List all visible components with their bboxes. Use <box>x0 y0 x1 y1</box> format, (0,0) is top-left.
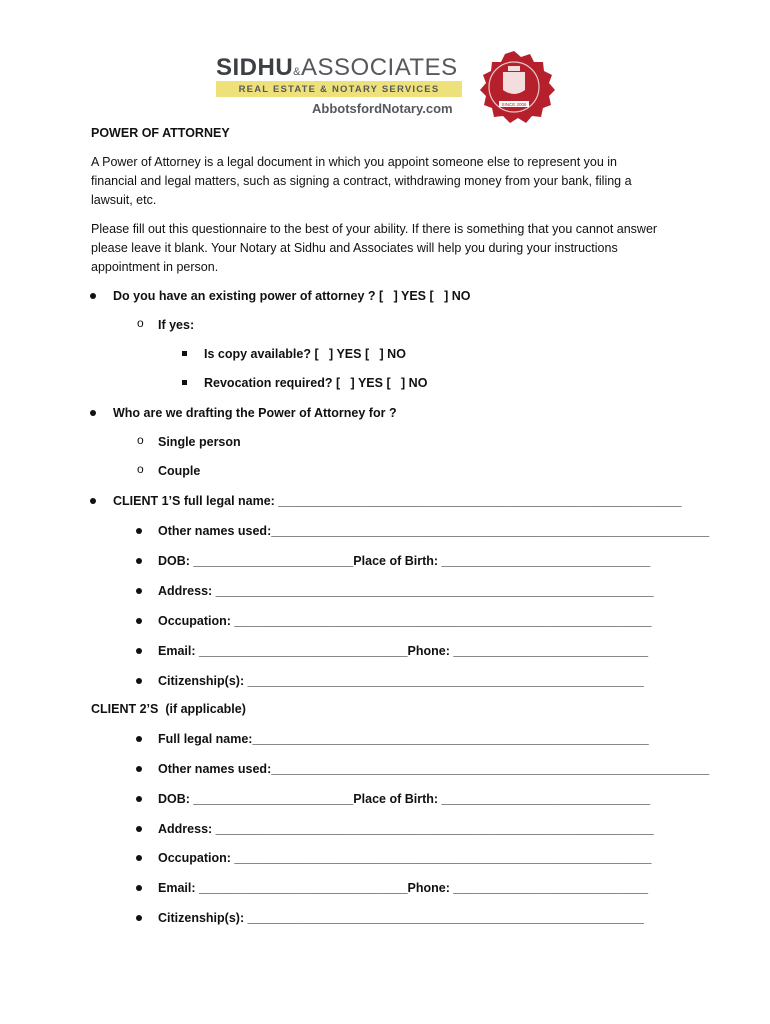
intro-line-1: A Power of Attorney is a legal document in which you appoint someone else to represent you in <box>91 155 618 169</box>
client2-full-name-field[interactable]: Full legal name:_________________________________________________________ <box>158 732 649 746</box>
bullet-icon <box>136 528 142 534</box>
bullet-icon <box>136 736 142 742</box>
client2-dob-field[interactable]: DOB: _______________________Place of Birth: ______________________________ <box>158 792 651 806</box>
bullet-icon <box>136 885 142 891</box>
bullet-icon <box>136 826 142 832</box>
bullet-icon <box>136 588 142 594</box>
logo-wordmark <box>216 54 458 82</box>
option-couple[interactable]: Couple <box>158 464 201 478</box>
bullet-square-icon <box>182 351 187 356</box>
bullet-icon <box>136 558 142 564</box>
client1-occupation-field[interactable]: Occupation: ____________________________________________________________ <box>158 614 652 628</box>
question-revocation[interactable]: Revocation required? [ ] YES [ ] NO <box>204 376 428 390</box>
bullet-circle-icon: o <box>137 462 144 476</box>
client1-address-field[interactable]: Address: _______________________________________________________________ <box>158 584 654 598</box>
client2-occupation-field[interactable]: Occupation: ____________________________________________________________ <box>158 851 652 865</box>
client1-email-phone-field[interactable]: Email: ______________________________Phone: ____________________________ <box>158 644 649 658</box>
bullet-icon <box>90 410 96 416</box>
if-yes-label: If yes: <box>158 318 195 332</box>
question-copy-available[interactable]: Is copy available? [ ] YES [ ] NO <box>204 347 406 361</box>
logo-name-bold: SIDHU <box>216 54 294 81</box>
question-drafting-for: Who are we drafting the Power of Attorney for ? <box>113 406 397 420</box>
client2-other-names-field[interactable]: Other names used:_______________________________________________________________ <box>158 762 710 776</box>
option-single-person[interactable]: Single person <box>158 435 241 449</box>
bullet-circle-icon: o <box>137 433 144 447</box>
client2-heading: CLIENT 2’S (if applicable) <box>91 702 246 716</box>
client1-other-names-field[interactable]: Other names used:_______________________________________________________________ <box>158 524 710 538</box>
seal-banner: SINCE 2006 <box>501 102 527 107</box>
instructions-line-2: please leave it blank. Your Notary at Sidhu and Associates will help you during your instructions <box>91 241 618 255</box>
bullet-icon <box>136 648 142 654</box>
bullet-icon <box>136 678 142 684</box>
logo-tagline: REAL ESTATE & NOTARY SERVICES <box>216 81 462 97</box>
seal-icon <box>472 50 556 124</box>
logo-name-rest: ASSOCIATES <box>301 54 458 81</box>
bullet-icon <box>136 855 142 861</box>
bullet-icon <box>136 915 142 921</box>
page-title: POWER OF ATTORNEY <box>91 126 230 140</box>
instructions-line-3: appointment in person. <box>91 260 219 274</box>
bullet-icon <box>136 618 142 624</box>
logo <box>212 50 567 124</box>
bullet-circle-icon: o <box>137 316 144 330</box>
bullet-icon <box>90 293 96 299</box>
client2-address-field[interactable]: Address: _______________________________________________________________ <box>158 822 654 836</box>
intro-line-2: financial and legal matters, such as signing a contract, withdrawing money from your bank, filing a <box>91 174 632 188</box>
client2-email-phone-field[interactable]: Email: ______________________________Phone: ____________________________ <box>158 881 649 895</box>
logo-amp: & <box>293 66 302 78</box>
client2-citizenship-field[interactable]: Citizenship(s): _________________________________________________________ <box>158 911 644 925</box>
bullet-icon <box>90 498 96 504</box>
client1-citizenship-field[interactable]: Citizenship(s): _________________________________________________________ <box>158 674 644 688</box>
logo-url: AbbotsfordNotary.com <box>312 101 453 116</box>
bullet-icon <box>136 766 142 772</box>
question-existing-poa[interactable]: Do you have an existing power of attorney ? [ ] YES [ ] NO <box>113 289 471 303</box>
bullet-square-icon <box>182 380 187 385</box>
instructions-line-1: Please fill out this questionnaire to the best of your ability. If there is something that you cannot answer <box>91 222 658 236</box>
intro-line-3: lawsuit, etc. <box>91 193 157 207</box>
client1-dob-field[interactable]: DOB: _______________________Place of Birth: ______________________________ <box>158 554 651 568</box>
bullet-icon <box>136 796 142 802</box>
client1-full-name-field[interactable]: CLIENT 1’S full legal name: __________________________________________________________ <box>113 494 682 508</box>
